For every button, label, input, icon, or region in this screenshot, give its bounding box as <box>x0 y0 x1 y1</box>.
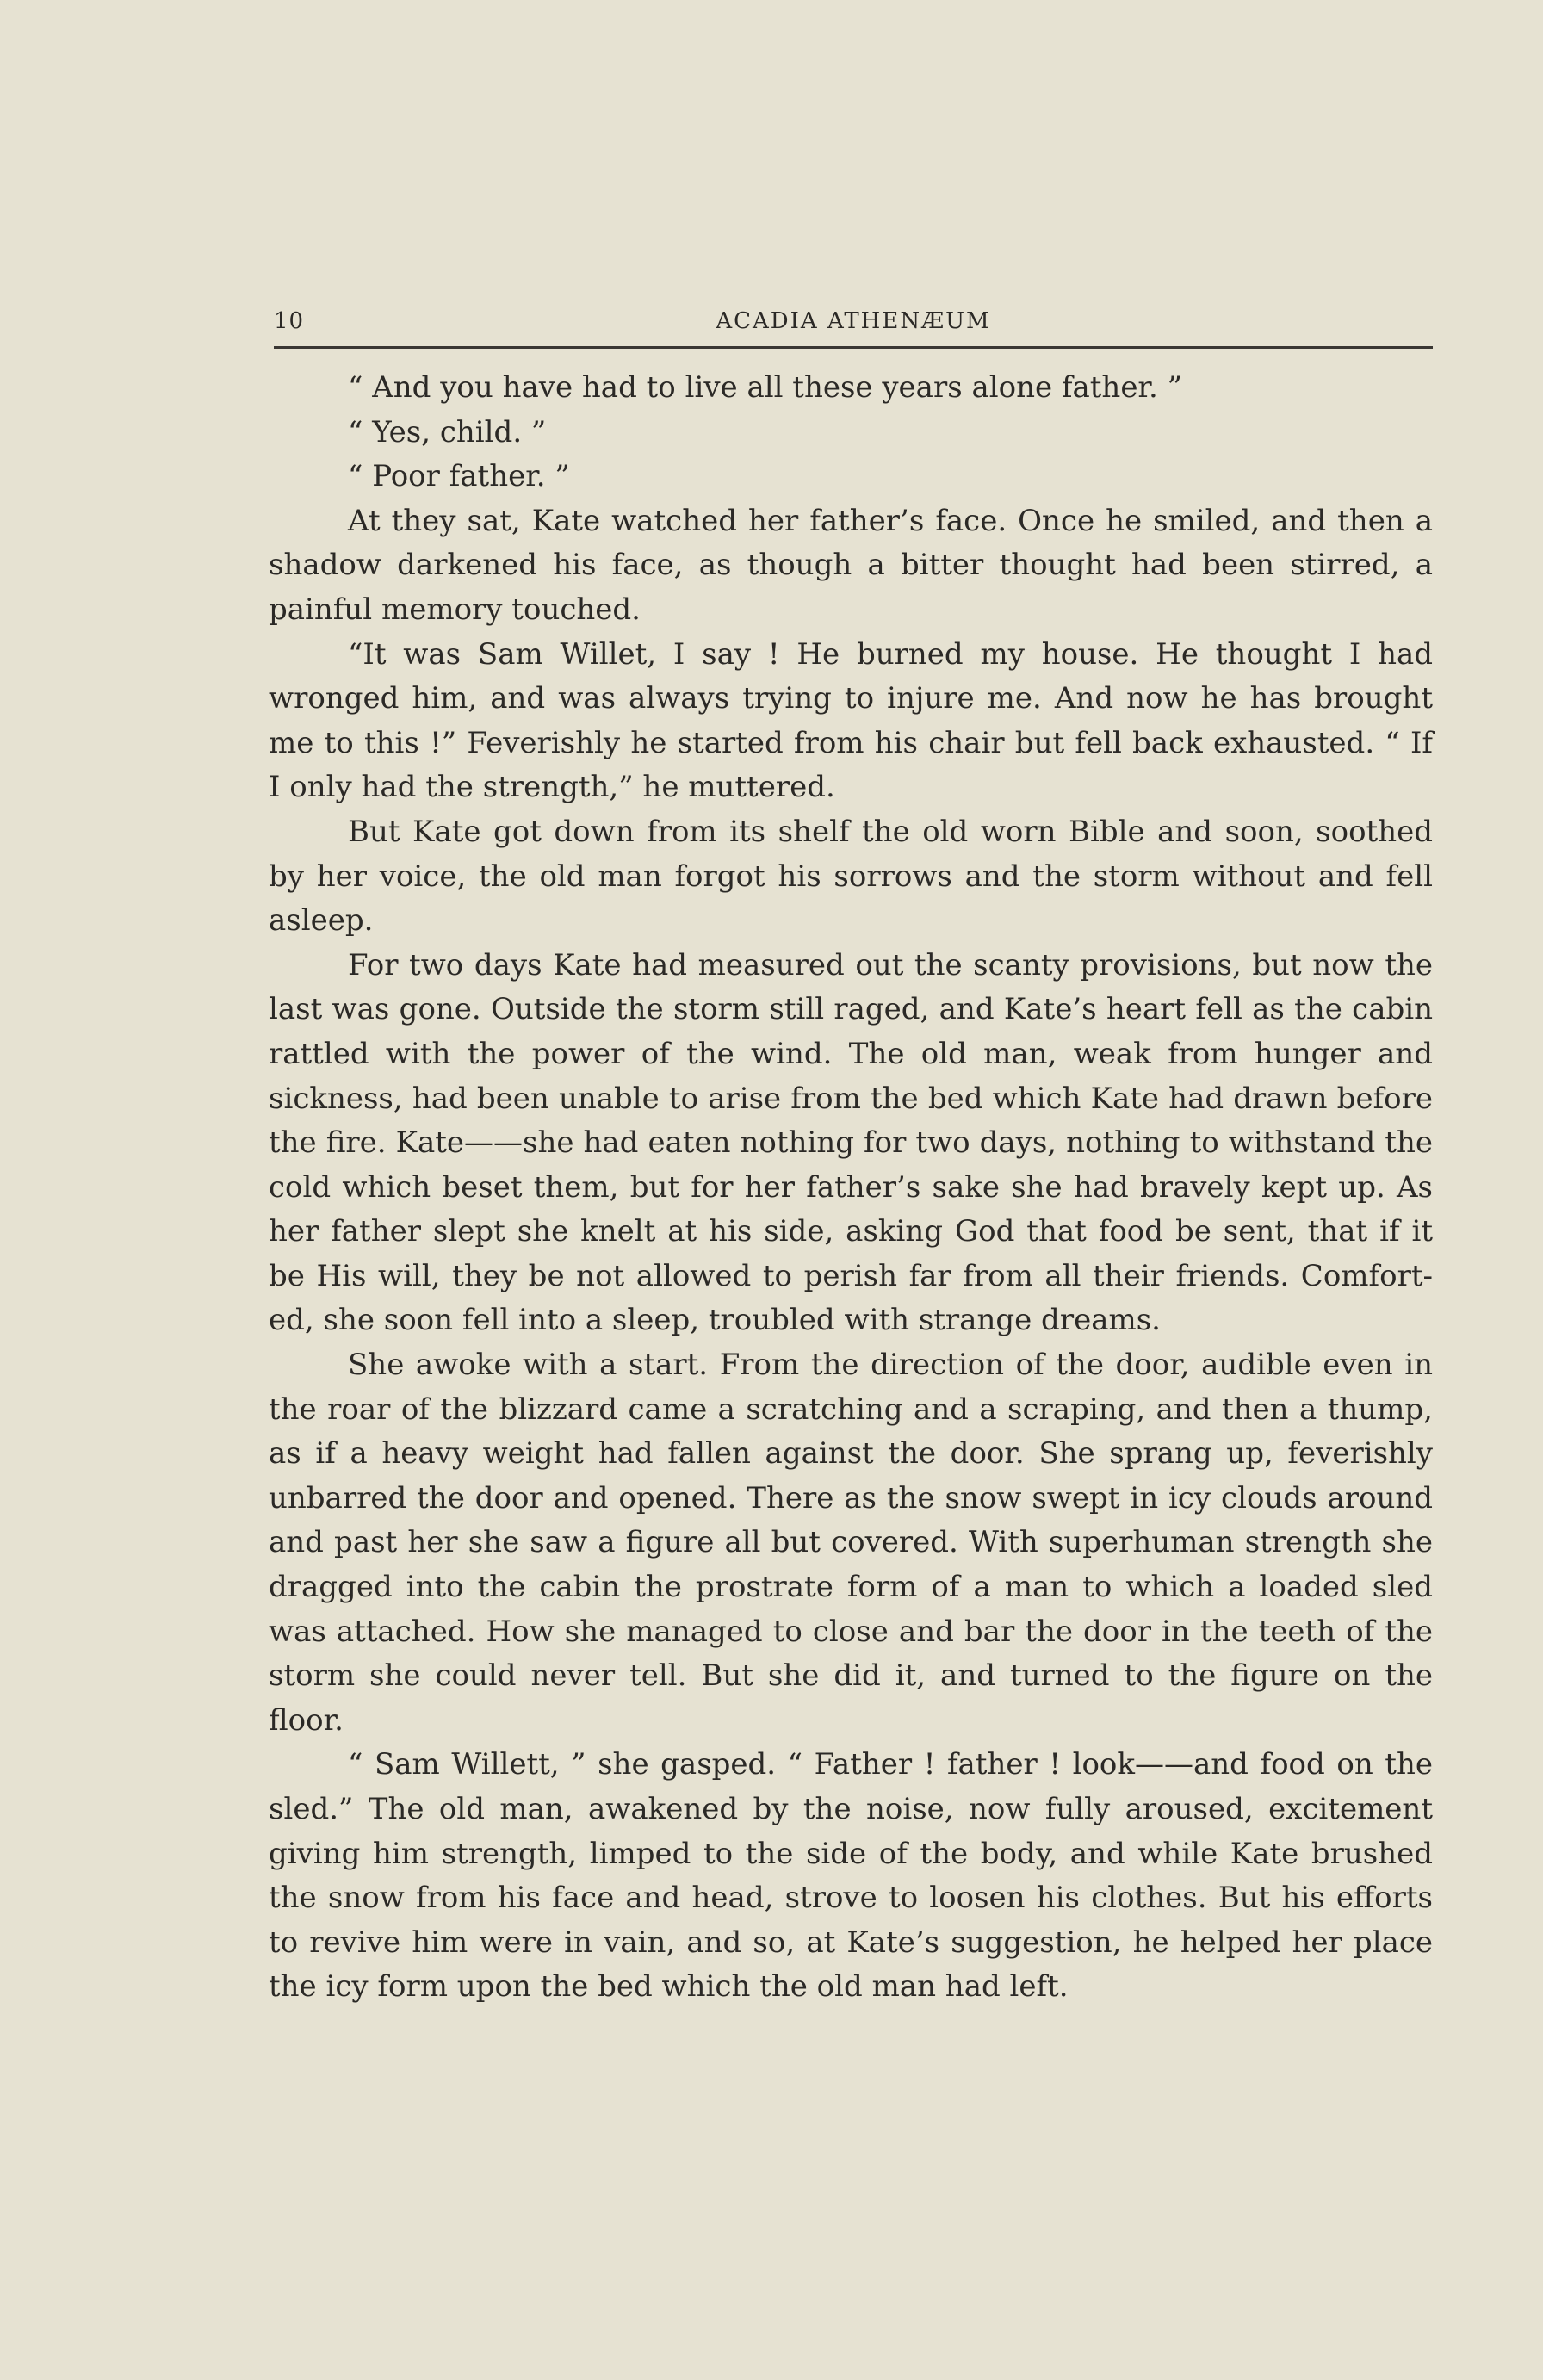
article-body <box>269 366 1433 2010</box>
header-rule <box>274 346 1433 349</box>
paragraph: “ Poor father. ” <box>348 459 570 494</box>
paragraph: For two days Kate had measured out the scanty provisions, but now the last was gone. Outside the storm still raged, and Kate’s heart fell as the cabin rattled with the power of the wind. The old man, weak from hunger and sickness, had been unable to arise from the bed which Kate had drawn before the fire. Kate——she had eaten nothing for two days, nothing to withstand the cold which beset them, but for her father’s sake she had bravely kept up. As her father slept she knelt at his side, asking God that food be sent, that if it be His will, they be not allowed to perish far from all their friends. Comfort-ed, she soon fell into a sleep, troubled with strange dreams. <box>269 947 1433 1338</box>
paragraph: At they sat, Kate watched her father’s face. Once he smiled, and then a shadow darkened his face, as though a bitter thought had been stirred, a painful memory touched. <box>269 503 1433 627</box>
page-header <box>274 303 1433 348</box>
paragraph: “ Sam Willett, ” she gasped. “ Father ! father ! look——and food on the sled.” The old man, awakened by the noise, now fully aroused, excitement giving him strength, limped to the side of the body, and while Kate brushed the snow from his face and head, strove to loosen his clothes. But his efforts to revive him were in vain, and so, at Kate’s suggestion, he helped her place the icy form upon the bed which the old man had left. <box>269 1747 1433 2005</box>
paragraph: “ Yes, child. ” <box>348 414 547 449</box>
page-number: 10 <box>274 308 305 334</box>
paragraph: She awoke with a start. From the direction of the door, audible even in the roar of the blizzard came a scratching and a scraping, and then a thump, as if a heavy weight had fallen against the door. She sprang up, feverishly unbarred the door and opened. There as the snow swept in icy clouds around and past her she saw a figure all but covered. With superhuman strength she dragged into the cabin the prostrate form of a man to which a loaded sled was attached. How she managed to close and bar the door in the teeth of the storm she could never tell. But she did it, and turned to the figure on the floor. <box>269 1348 1433 1738</box>
running-title: ACADIA ATHENÆUM <box>716 308 991 334</box>
paragraph: But Kate got down from its shelf the old worn Bible and soon, soothed by her voice, the old man forgot his sorrows and the storm without and fell asleep. <box>269 814 1433 939</box>
paragraph: “ And you have had to live all these years alone father. ” <box>348 370 1182 405</box>
paragraph: “It was Sam Willet, I say ! He burned my house. He thought I had wronged him, and was always trying to injure me. And now he has brought me to this !” Feverishly he started from his chair but fell back exhausted. “ If I only had the strength,” he muttered. <box>269 636 1433 805</box>
